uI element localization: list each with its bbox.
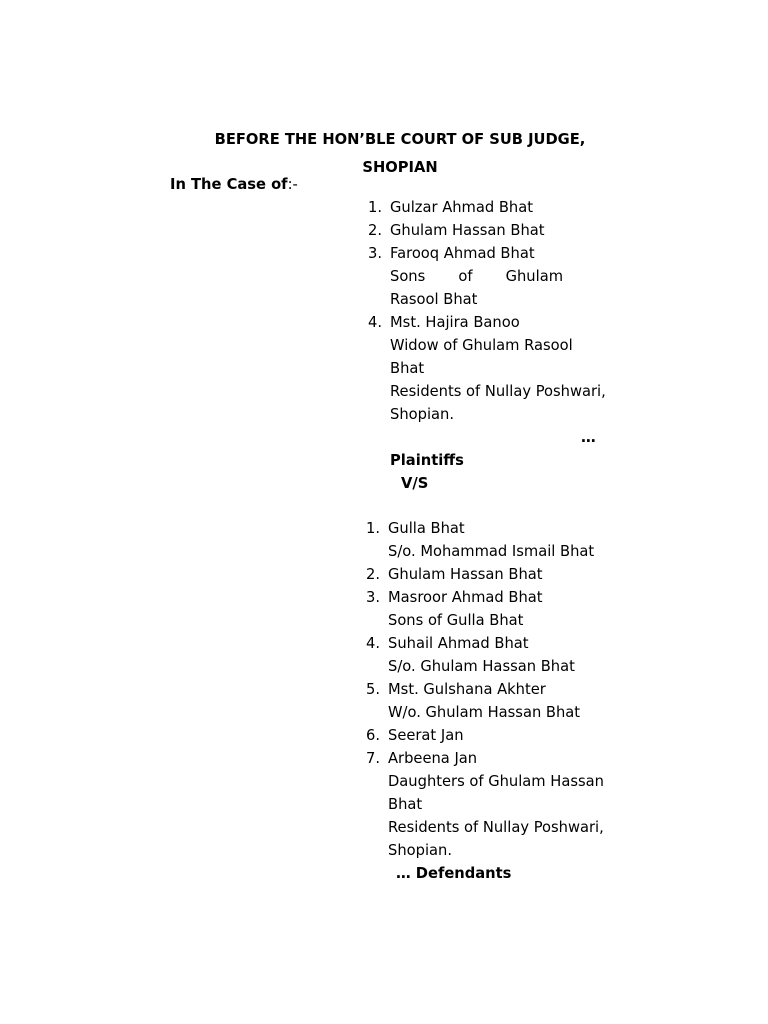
plaintiff-name: Mst. Hajira Banoo <box>390 314 520 331</box>
defendant-line <box>388 655 604 678</box>
plaintiff-item <box>368 219 606 242</box>
defendant-line <box>366 632 604 655</box>
residents-line-1: Residents of Nullay Poshwari, <box>390 383 606 400</box>
defendant-text: Daughters of Ghulam Hassan <box>388 773 604 790</box>
court-heading-line-2: SHOPIAN <box>362 159 438 176</box>
list-number: 3. <box>368 245 383 262</box>
widow-line-1: Widow of Ghulam Rasool <box>390 337 573 354</box>
defendant-text: S/o. Ghulam Hassan Bhat <box>388 658 575 675</box>
case-intro-label: In The Case of <box>170 176 288 193</box>
sons-of-line-2: Rasool Bhat <box>390 291 478 308</box>
plaintiff-name: Farooq Ahmad Bhat <box>390 245 535 262</box>
plaintiffs-label: Plaintiffs <box>390 452 464 469</box>
list-number: 4. <box>368 314 383 331</box>
case-intro-suffix: :- <box>287 176 298 193</box>
defendant-line <box>366 724 604 747</box>
plaintiff-item <box>368 196 606 219</box>
defendant-line <box>366 586 604 609</box>
defendant-text: Masroor Ahmad Bhat <box>388 589 543 606</box>
defendant-line <box>366 747 604 770</box>
sons-word: of <box>458 268 473 285</box>
defendant-text: W/o. Ghulam Hassan Bhat <box>388 704 581 721</box>
defendant-line <box>388 540 604 563</box>
defendant-line <box>388 816 604 839</box>
defendant-text: Ghulam Hassan Bhat <box>388 566 543 583</box>
defendant-line <box>366 517 604 540</box>
residents-line-2: Shopian. <box>390 406 454 423</box>
sons-word: Sons <box>390 268 426 285</box>
defendant-line <box>388 609 604 632</box>
defendant-line <box>366 563 604 586</box>
list-number: 1. <box>366 520 381 537</box>
defendant-text: Sons of Gulla Bhat <box>388 612 524 629</box>
plaintiff-name: Gulzar Ahmad Bhat <box>390 199 533 216</box>
list-number: 7. <box>366 750 381 767</box>
defendant-text: Arbeena Jan <box>388 750 478 767</box>
list-number: 5. <box>366 681 381 698</box>
plaintiff-item <box>368 242 606 265</box>
sons-of-line <box>390 265 563 288</box>
defendant-text: S/o. Mohammad Ismail Bhat <box>388 543 595 560</box>
list-number: 6. <box>366 727 381 744</box>
defendant-text: Suhail Ahmad Bhat <box>388 635 529 652</box>
case-intro <box>170 173 298 196</box>
list-number: 2. <box>366 566 381 583</box>
defendant-text: Bhat <box>388 796 423 813</box>
plaintiff-item <box>368 311 606 334</box>
defendant-line <box>388 770 604 793</box>
defendants-list <box>366 517 604 885</box>
sons-word: Ghulam <box>505 268 563 285</box>
plaintiffs-ellipsis: … <box>581 429 596 446</box>
defendant-text: Residents of Nullay Poshwari, <box>388 819 604 836</box>
list-number: 1. <box>368 199 383 216</box>
defendant-text: Gulla Bhat <box>388 520 465 537</box>
defendant-text: Seerat Jan <box>388 727 464 744</box>
defendant-line <box>388 701 604 724</box>
list-number: 4. <box>366 635 381 652</box>
defendant-text: Mst. Gulshana Akhter <box>388 681 546 698</box>
court-heading-line-1: BEFORE THE HON’BLE COURT OF SUB JUDGE, <box>214 131 586 148</box>
defendants-label: … Defendants <box>396 865 512 882</box>
widow-line-2: Bhat <box>390 360 425 377</box>
defendant-line <box>388 839 604 862</box>
versus-label: V/S <box>401 475 429 492</box>
defendant-text: Shopian. <box>388 842 452 859</box>
list-number: 2. <box>368 222 383 239</box>
list-number: 3. <box>366 589 381 606</box>
defendant-line <box>366 678 604 701</box>
plaintiff-name: Ghulam Hassan Bhat <box>390 222 545 239</box>
defendant-line <box>388 793 604 816</box>
plaintiffs-list <box>368 196 606 495</box>
